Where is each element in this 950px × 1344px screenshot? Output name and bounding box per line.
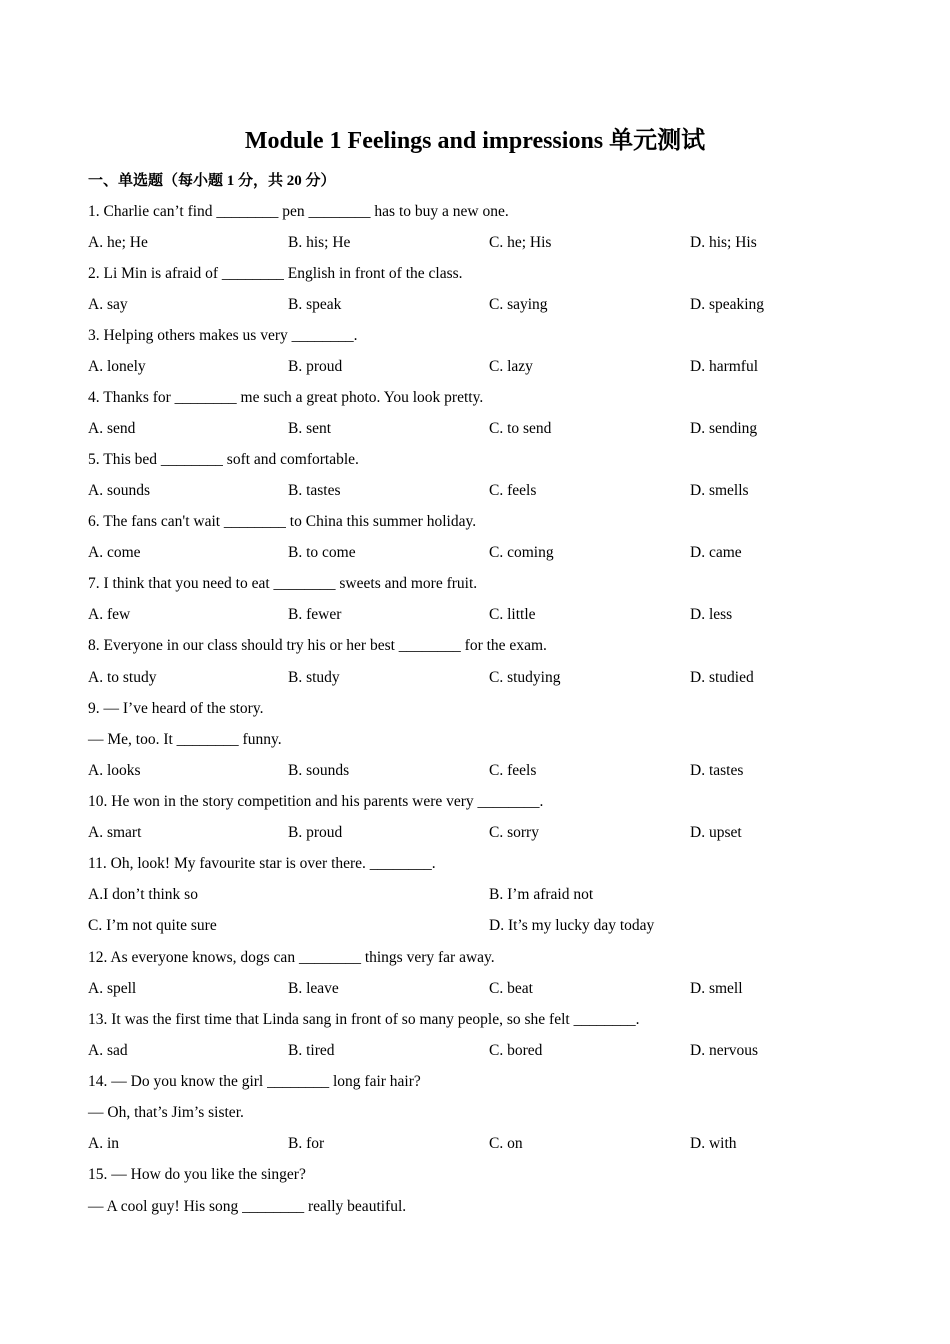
option-d: D. came bbox=[690, 544, 742, 561]
question-stem: 8. Everyone in our class should try his or her best ________ for the exam. bbox=[88, 637, 547, 654]
option-d: D. It’s my lucky day today bbox=[489, 917, 655, 934]
option-d: D. smell bbox=[690, 980, 743, 997]
page-title: Module 1 Feelings and impressions 单元测试 bbox=[244, 128, 706, 154]
option-c: C. sorry bbox=[489, 824, 539, 841]
option-b: B. tastes bbox=[288, 482, 341, 499]
option-a: A. lonely bbox=[88, 358, 146, 375]
question-stem: 13. It was the first time that Linda sang in front of so many people, so she felt ________. bbox=[88, 1011, 640, 1028]
option-a: A. in bbox=[88, 1135, 119, 1152]
option-a: A. he; He bbox=[88, 234, 148, 251]
option-b: B. his; He bbox=[288, 234, 351, 251]
option-a: A. say bbox=[88, 296, 128, 313]
option-b: B. I’m afraid not bbox=[489, 886, 594, 903]
option-d: D. his; His bbox=[690, 234, 757, 251]
option-c: C. feels bbox=[489, 762, 537, 779]
question-stem: 10. He won in the story competition and his parents were very ________. bbox=[88, 793, 544, 810]
question-stem: 5. This bed ________ soft and comfortable. bbox=[88, 451, 359, 468]
option-a: A.I don’t think so bbox=[88, 886, 198, 903]
option-a: A. spell bbox=[88, 980, 137, 997]
option-a: A. to study bbox=[88, 669, 157, 686]
option-d: D. studied bbox=[690, 669, 754, 686]
option-b: B. for bbox=[288, 1135, 325, 1152]
option-a: A. looks bbox=[88, 762, 141, 779]
question-stem: 3. Helping others makes us very ________. bbox=[88, 327, 358, 344]
option-c: C. on bbox=[489, 1135, 523, 1152]
option-c: C. studying bbox=[489, 669, 561, 686]
option-c: C. coming bbox=[489, 544, 554, 561]
option-c: C. beat bbox=[489, 980, 533, 997]
question-stem: 1. Charlie can’t find ________ pen ________ has to buy a new one. bbox=[88, 203, 509, 220]
question-stem: 7. I think that you need to eat ________ sweets and more fruit. bbox=[88, 575, 478, 592]
option-c: C. he; His bbox=[489, 234, 552, 251]
option-d: D. less bbox=[690, 606, 733, 623]
option-c: C. feels bbox=[489, 482, 537, 499]
section-heading: 一、单选题（每小题 1 分，共 20 分） bbox=[88, 173, 336, 189]
option-b: B. sounds bbox=[288, 762, 350, 779]
option-d: D. upset bbox=[690, 824, 742, 841]
option-a: A. sounds bbox=[88, 482, 151, 499]
question-stem: 4. Thanks for ________ me such a great photo. You look pretty. bbox=[88, 389, 484, 406]
option-a: A. come bbox=[88, 544, 141, 561]
option-b: B. leave bbox=[288, 980, 339, 997]
question-stem: 12. As everyone knows, dogs can ________ things very far away. bbox=[88, 949, 495, 966]
option-a: A. sad bbox=[88, 1042, 128, 1059]
question-stem-reply: — Me, too. It ________ funny. bbox=[88, 731, 282, 748]
option-d: D. tastes bbox=[690, 762, 744, 779]
option-b: B. fewer bbox=[288, 606, 342, 623]
option-c: C. lazy bbox=[489, 358, 533, 375]
option-d: D. nervous bbox=[690, 1042, 759, 1059]
option-b: B. proud bbox=[288, 824, 343, 841]
question-stem: 15. — How do you like the singer? bbox=[88, 1166, 306, 1183]
option-d: D. sending bbox=[690, 420, 758, 437]
option-c: C. saying bbox=[489, 296, 548, 313]
option-b: B. to come bbox=[288, 544, 356, 561]
question-stem-reply: — Oh, that’s Jim’s sister. bbox=[88, 1104, 244, 1121]
option-d: D. smells bbox=[690, 482, 749, 499]
option-c: C. little bbox=[489, 606, 536, 623]
option-d: D. speaking bbox=[690, 296, 765, 313]
option-a: A. smart bbox=[88, 824, 142, 841]
option-b: B. study bbox=[288, 669, 340, 686]
question-stem: 9. — I’ve heard of the story. bbox=[88, 700, 264, 717]
option-b: B. tired bbox=[288, 1042, 335, 1059]
option-a: A. few bbox=[88, 606, 131, 623]
option-b: B. speak bbox=[288, 296, 342, 313]
option-d: D. with bbox=[690, 1135, 737, 1152]
question-stem: 11. Oh, look! My favourite star is over there. ________. bbox=[88, 855, 436, 872]
option-b: B. sent bbox=[288, 420, 332, 437]
question-stem-reply: — A cool guy! His song ________ really beautiful. bbox=[88, 1198, 407, 1215]
option-c: C. to send bbox=[489, 420, 552, 437]
option-c: C. I’m not quite sure bbox=[88, 917, 217, 934]
option-c: C. bored bbox=[489, 1042, 543, 1059]
option-b: B. proud bbox=[288, 358, 343, 375]
question-stem: 6. The fans can't wait ________ to China this summer holiday. bbox=[88, 513, 477, 530]
option-d: D. harmful bbox=[690, 358, 759, 375]
option-a: A. send bbox=[88, 420, 136, 437]
question-stem: 14. — Do you know the girl ________ long fair hair? bbox=[88, 1073, 421, 1090]
question-stem: 2. Li Min is afraid of ________ English in front of the class. bbox=[88, 265, 463, 282]
